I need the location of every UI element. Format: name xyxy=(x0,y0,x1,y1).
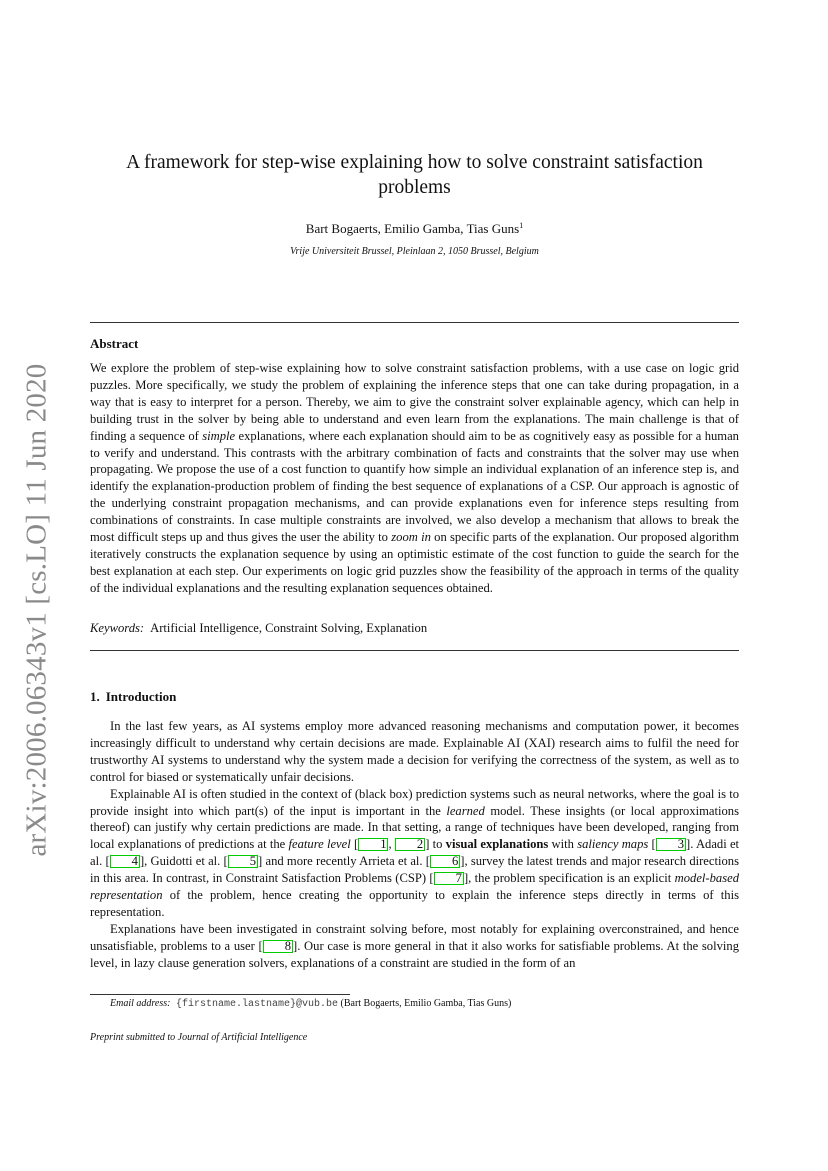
footnote-rule xyxy=(90,994,350,995)
citation-link-1[interactable]: 1 xyxy=(358,838,388,851)
keywords-label: Keywords: xyxy=(90,621,145,635)
abstract-text-1: We explore the problem of step-wise explaining how to solve constraint satisfaction problems, with a use case on logic grid puzzles. More specifically, we study the problem of explaining the inference steps that one can take during propagation, in a way that is easy to interpret for a person. Thereby, we aim to give the constraint solver explainable agency, which can help in building trust in the solver by being able to understand and even learn from the explanations. The main challenge is that of finding a sequence of xyxy=(90,361,739,443)
intro-text: model. These insights (or local approximations thereof) can justify why certain predictions are made. In that setting, a range of techniques have been developed, ranging from local explanations of predictions at the xyxy=(90,803,740,852)
abstract-text-2: explanations, where each explanation should aim to be as cognitively easy as possible for a human to verify and understand. This contrasts with the arbitrary combination of facts and constraints that the solver may use when propagating. We propose the use of a cost function to quantify how simple an individual explanation of an inference step is, and identify the explanation-production problem of finding the best sequence of explanations of a CSP. Our approach is agnostic of the underlying constraint propagation mechanisms, and can provide explanations even for inference steps resulting from combinations of constraints. In case multiple constraints are involved, we also develop a mechanism that allows to break the most difficult steps up and thus gives the user the ability to xyxy=(90,428,739,545)
abstract-heading: Abstract xyxy=(90,336,139,351)
keywords-value: Artificial Intelligence, Constraint Solving, Explanation xyxy=(150,621,428,635)
author-names: Bart Bogaerts, Emilio Gamba, Tias Guns xyxy=(305,221,520,236)
intro-text: ]. Adadi et al. [ xyxy=(90,837,740,869)
intro-text: ]. Our case is more general in that it also works for satisfiable problems. At the solving level, in lazy clause generation solvers, explanations of a constraint are studied in the form of an xyxy=(90,938,739,970)
intro-text: [ xyxy=(350,837,359,852)
footnote-email-address: {firstname.lastname}@vub.be xyxy=(175,999,338,1010)
citation-link-6[interactable]: 6 xyxy=(430,855,460,868)
intro-text: ], Guidotti et al. [ xyxy=(139,854,228,869)
introduction-body xyxy=(90,718,739,972)
abstract-bottom-rule xyxy=(90,650,739,651)
abstract-emphasis-zoom-in: zoom in xyxy=(391,530,431,545)
preprint-note: Preprint submitted to Journal of Artificial Intelligence xyxy=(90,1032,308,1043)
intro-paragraph-2 xyxy=(90,786,739,921)
intro-text: Explanations have been investigated in constraint solving before, most notably for explaining overconstrained, and hence unsatisfiable, problems to a user [ xyxy=(90,921,739,953)
intro-text: ] to xyxy=(425,837,446,852)
abstract-body xyxy=(90,360,739,597)
emphasis-model-based-representation: model-based representation xyxy=(90,871,739,903)
abstract-emphasis-simple: simple xyxy=(202,428,236,443)
intro-text: ], the problem specification is an explicit xyxy=(463,871,675,886)
citation-link-3[interactable]: 3 xyxy=(656,838,686,851)
intro-text: , xyxy=(388,837,395,852)
footnote-label: Email address: xyxy=(110,998,171,1009)
emphasis-feature-level: feature level xyxy=(288,837,351,852)
abstract-top-rule xyxy=(90,322,739,323)
section-title: Introduction xyxy=(105,689,177,704)
intro-text: ] and more recently Arrieta et al. [ xyxy=(258,854,430,869)
intro-text: ], survey the latest trends and major research directions in this area. In contrast, in Constraint Satisfaction Problems (CSP) [ xyxy=(90,854,739,886)
citation-link-5[interactable]: 5 xyxy=(228,855,258,868)
citation-link-4[interactable]: 4 xyxy=(110,855,140,868)
emphasis-saliency-maps: saliency maps xyxy=(577,837,649,852)
citation-link-7[interactable]: 7 xyxy=(434,872,464,885)
bold-visual-explanations: visual explanations xyxy=(445,837,549,852)
emphasis-learned: learned xyxy=(446,803,485,818)
intro-text: Explainable AI is often studied in the context of (black box) prediction systems such as neural networks, where the goal is to provide insight into which part(s) of the input is important in the xyxy=(90,786,739,818)
citation-link-8[interactable]: 8 xyxy=(263,940,293,953)
intro-paragraph-1: In the last few years, as AI systems employ more advanced reasoning mechanisms and computation power, it becomes increasingly difficult to understand why certain decisions are made. Explainable AI (XAI) research aims to fulfil the need for trustworthy AI systems to understand why the system made a decision for verifying the correctness of the system, as well as to control for biased or systematically unfair decisions. xyxy=(90,719,739,784)
footnote-author-names: (Bart Bogaerts, Emilio Gamba, Tias Guns) xyxy=(340,998,512,1009)
paper-title: A framework for step-wise explaining how to solve constraint satisfaction problems xyxy=(126,152,703,198)
intro-text: of the problem, hence creating the opportunity to explain the inference steps directly in terms of this representation. xyxy=(90,888,739,919)
intro-text: with xyxy=(548,837,578,852)
author-list xyxy=(90,221,739,237)
footnote-email xyxy=(110,998,511,1010)
citation-link-2[interactable]: 2 xyxy=(395,838,425,851)
author-affiliation: Vrije Universiteit Brussel, Pleinlaan 2, 1050 Brussel, Belgium xyxy=(290,246,539,257)
intro-text: [ xyxy=(648,837,656,852)
section-number: 1. xyxy=(90,689,100,704)
keywords-line xyxy=(90,621,427,636)
arxiv-identifier-text: arXiv:2006.06343v1 [cs.LO] 11 Jun 2020 xyxy=(20,363,53,857)
author-footnote-mark: 1 xyxy=(519,221,524,230)
section-heading-introduction xyxy=(90,689,176,705)
abstract-text-3: on specific parts of the explanation. Our proposed algorithm iteratively constructs the explanation sequence by using an optimistic estimate of the cost function to guide the search for the best explanation at each step. Our experiments on logic grid puzzles show the feasibility of the approach in terms of the quality of the individual explanations and the resulting explanation sequences obtained. xyxy=(90,530,739,595)
intro-paragraph-3 xyxy=(90,921,739,972)
arxiv-identifier-stamp xyxy=(14,365,60,855)
